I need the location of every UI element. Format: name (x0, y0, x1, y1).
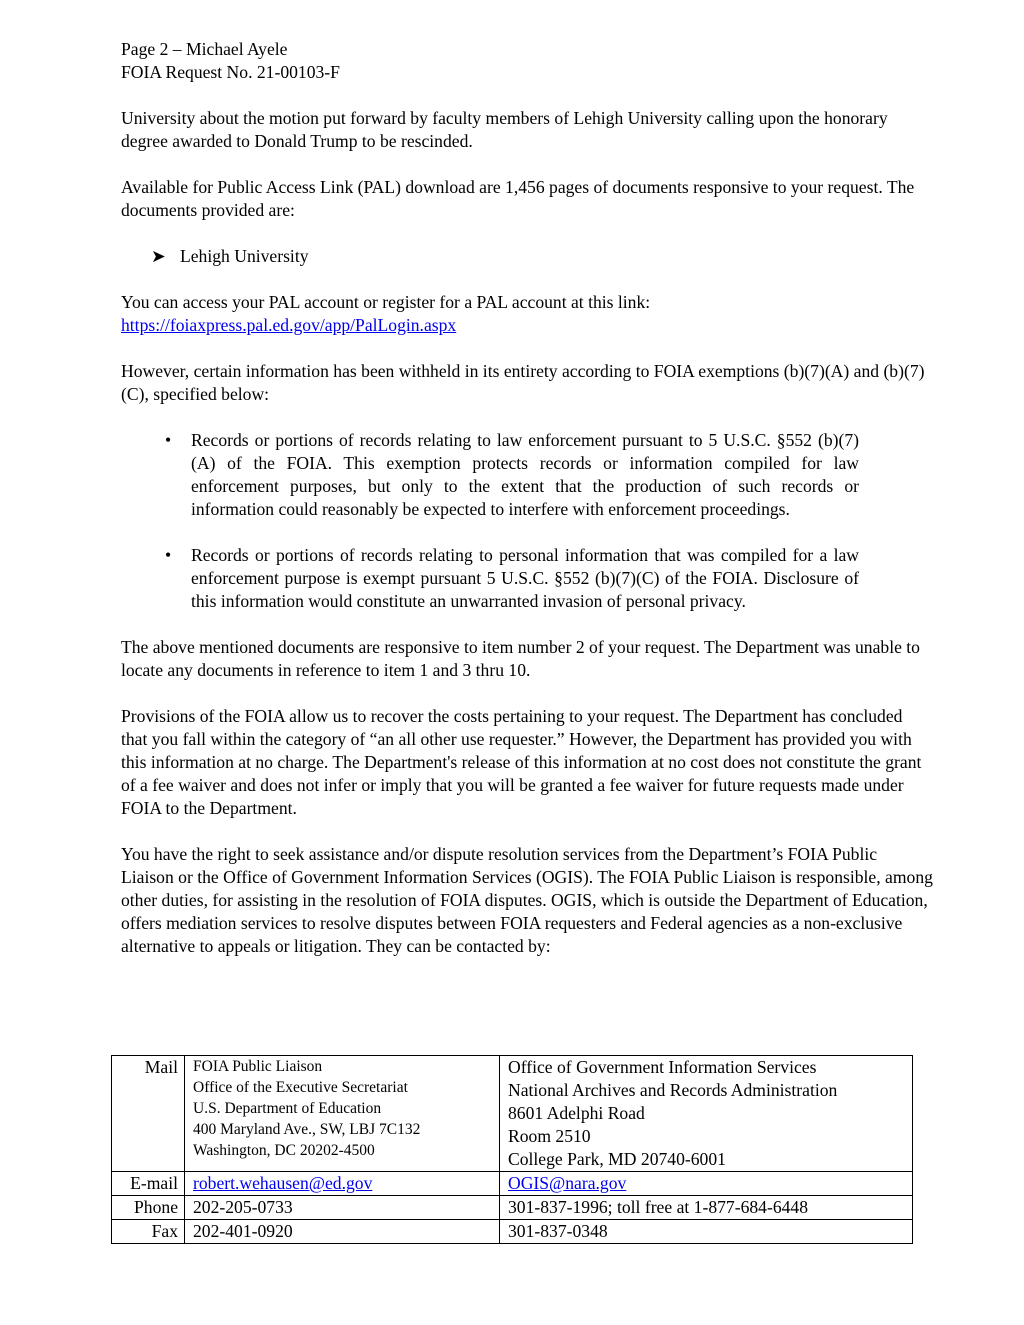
contacts-table (111, 1055, 913, 1244)
ed-phone: 202-205-0733 (185, 1196, 500, 1220)
email-label: E-mail (112, 1172, 185, 1196)
pal-login-link[interactable]: https://foiaxpress.pal.ed.gov/app/PalLogin.aspx (121, 315, 457, 335)
paragraph-intro: University about the motion put forward by faculty members of Lehigh University calling upon the honorary degree awarded to Donald Trump to be rescinded. (121, 108, 888, 151)
ogis-fax: 301-837-0348 (500, 1220, 913, 1244)
list-item: ➤ Lehigh University (151, 246, 309, 266)
paragraph-pal-access: You can access your PAL account or register for a PAL account at this link: https://foiaxpress.pal.ed.gov/app/PalLogin.aspx (121, 292, 651, 335)
letter-body (121, 38, 933, 958)
header-request-line: FOIA Request No. 21-00103-F (121, 62, 340, 82)
table-row (112, 1172, 913, 1196)
ed-email-link[interactable]: robert.wehausen@ed.gov (193, 1173, 373, 1193)
bullet-icon: • (165, 545, 172, 565)
exemptions-list (121, 429, 933, 613)
arrow-bullet-icon: ➤ (151, 246, 166, 266)
documents-list (121, 245, 933, 268)
ogis-mail-address: Office of Government Information Services National Archives and Records Administration 8601 Adelphi Road Room 2510 College Park, MD 20740-6001 (500, 1056, 913, 1172)
paragraph-responsive-items: The above mentioned documents are responsive to item number 2 of your request. The Department was unable to locate any documents in reference to item 1 and 3 thru 10. (121, 637, 920, 680)
table-row (112, 1056, 913, 1172)
ed-mail-address: FOIA Public Liaison Office of the Executive Secretariat U.S. Department of Education 400 Maryland Ave., SW, LBJ 7C132 Washington, DC 20202-4500 (185, 1056, 500, 1172)
list-item: • Records or portions of records relating to law enforcement pursuant to 5 U.S.C. §552 (b)(7)(A) of the FOIA. This exemption protects records or information compiled for law enforcement purposes, but only to the extent that the production of such records or information could reasonably be expected to interfere with enforcement proceedings. (165, 430, 859, 519)
header-page-line: Page 2 – Michael Ayele (121, 39, 288, 59)
paragraph-withheld: However, certain information has been withheld in its entirety according to FOIA exemptions (b)(7)(A) and (b)(7)(C), specified below: (121, 361, 925, 404)
bullet-icon: • (165, 430, 172, 450)
ed-fax: 202-401-0920 (185, 1220, 500, 1244)
table-row (112, 1196, 913, 1220)
paragraph-pages-available: Available for Public Access Link (PAL) download are 1,456 pages of documents responsive to your request. The documents provided are: (121, 177, 915, 220)
paragraph-fees: Provisions of the FOIA allow us to recover the costs pertaining to your request. The Department has concluded that you fall within the category of “an all other use requester.” However, the Department has provided you with this information at no charge. The Department's release of this information at no cost does not constitute the grant of a fee waiver and does not infer or imply that you will be granted a fee waiver for future requests made under FOIA to the Department. (121, 706, 922, 818)
fax-label: Fax (112, 1220, 185, 1244)
ogis-email-link[interactable]: OGIS@nara.gov (508, 1173, 627, 1193)
mail-label: Mail (112, 1056, 185, 1172)
phone-label: Phone (112, 1196, 185, 1220)
paragraph-dispute-resolution: You have the right to seek assistance and/or dispute resolution services from the Department’s FOIA Public Liaison or the Office of Government Information Services (OGIS). The FOIA Public Liaison is responsible, among other duties, for assisting in the resolution of FOIA disputes. OGIS, which is outside the Department of Education, offers mediation services to resolve disputes between FOIA requesters and Federal agencies as a non-exclusive alternative to appeals or litigation. They can be contacted by: (121, 844, 933, 956)
list-spacer (161, 521, 859, 544)
list-item: • Records or portions of records relating to personal information that was compiled for a law enforcement purpose is exempt pursuant 5 U.S.C. §552 (b)(7)(C) of the FOIA. Disclosure of this information would constitute an unwarranted invasion of personal privacy. (165, 545, 859, 611)
table-row (112, 1220, 913, 1244)
ogis-phone: 301-837-1996; toll free at 1-877-684-6448 (500, 1196, 913, 1220)
